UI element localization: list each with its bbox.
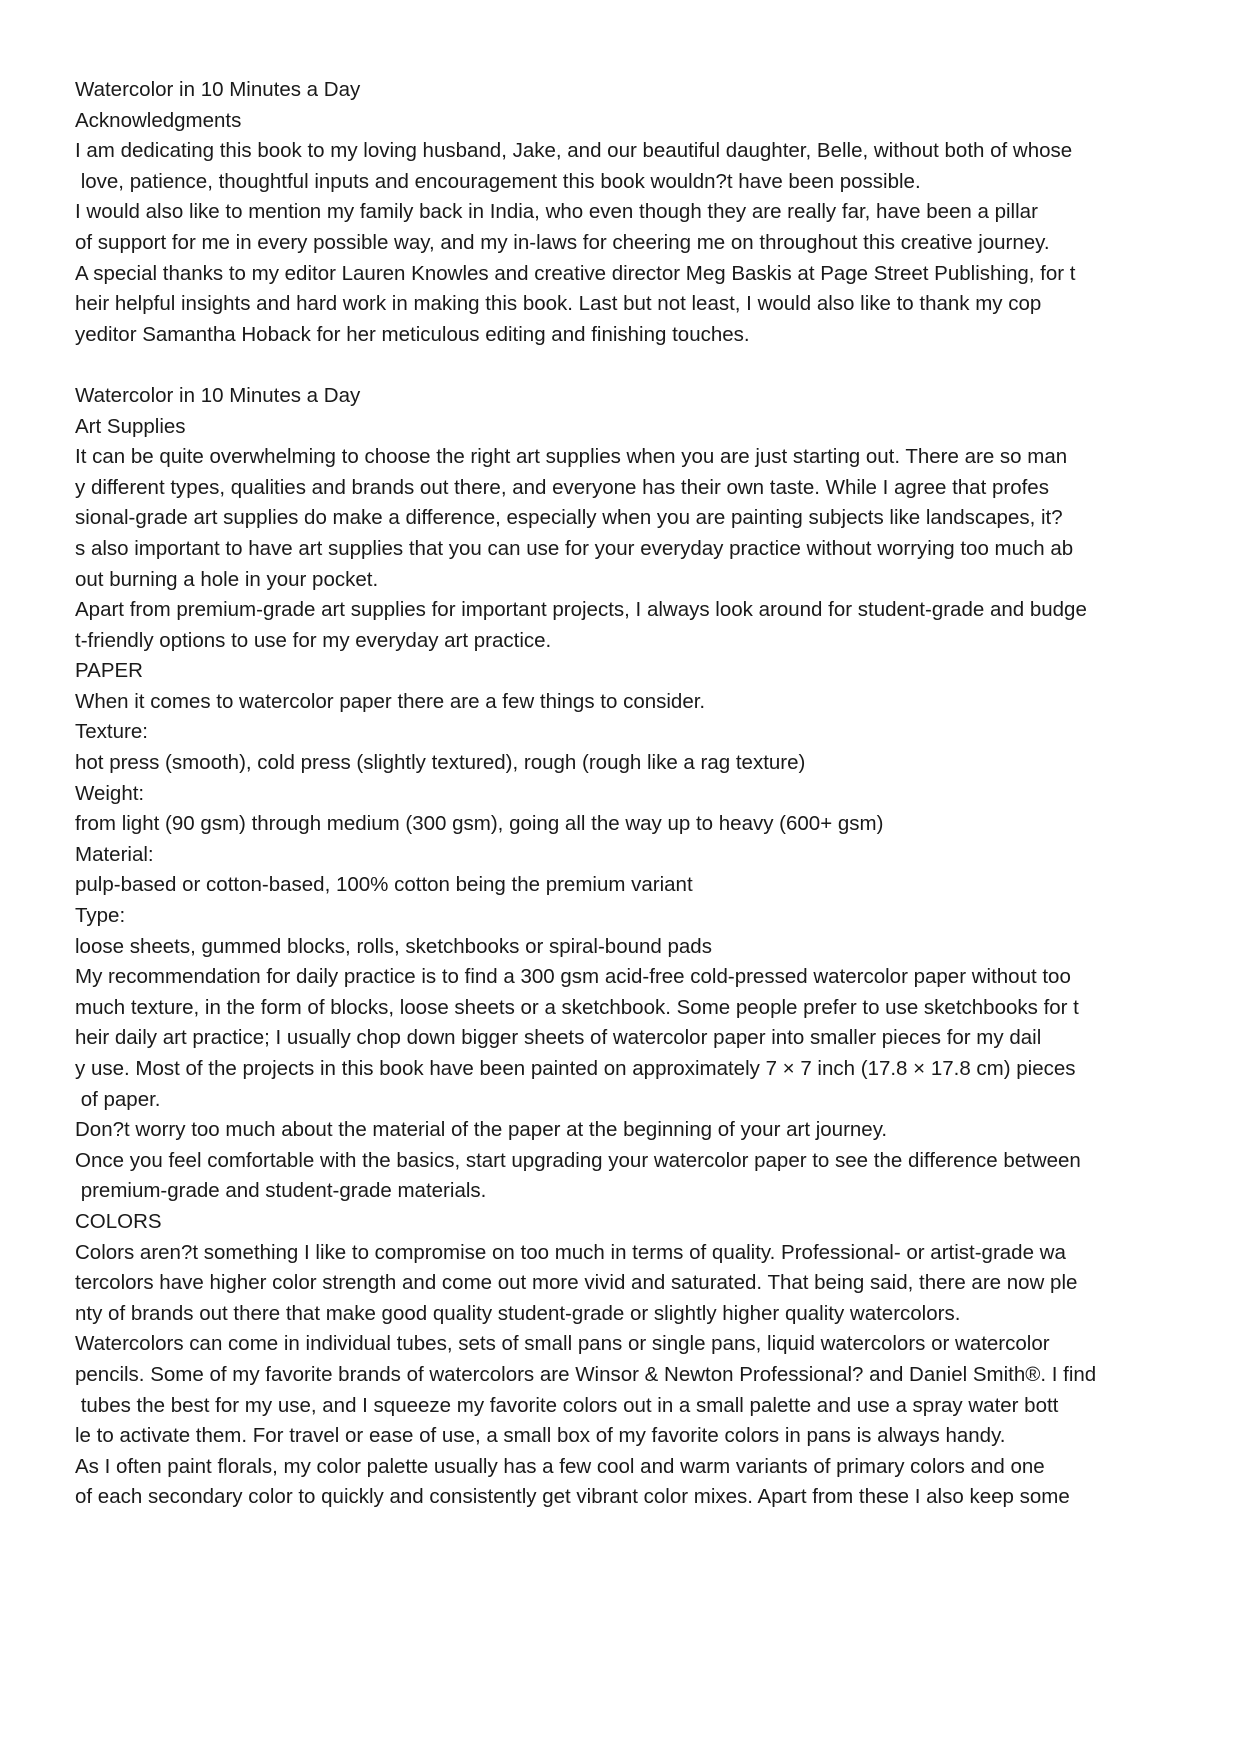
text-line: t-friendly options to use for my everyday art practice. xyxy=(75,628,552,652)
text-line: of paper. xyxy=(75,1087,161,1111)
text-line: Type: xyxy=(75,904,126,928)
text-line: pulp-based or cotton-based, 100% cotton being the premium variant xyxy=(75,873,693,897)
text-line: pencils. Some of my favorite brands of watercolors are Winsor & Newton Professional? and Daniel Smith®. I find xyxy=(75,1362,1097,1386)
text-line: nty of brands out there that make good quality student-grade or slightly higher quality watercolors. xyxy=(75,1301,961,1325)
text-line: of each secondary color to quickly and consistently get vibrant color mixes. Apart from these I also keep some xyxy=(75,1485,1070,1509)
text-line: love, patience, thoughtful inputs and encouragement this book wouldn?t have been possible. xyxy=(75,169,921,193)
text-line: s also important to have art supplies that you can use for your everyday practice without worrying too much ab xyxy=(75,536,1074,560)
text-line: PAPER xyxy=(75,659,143,683)
text-line: When it comes to watercolor paper there are a few things to consider. xyxy=(75,689,706,713)
text-line: heir helpful insights and hard work in making this book. Last but not least, I would also like to thank my cop xyxy=(75,292,1042,316)
text-line: loose sheets, gummed blocks, rolls, sketchbooks or spiral-bound pads xyxy=(75,934,712,958)
text-line: Watercolor in 10 Minutes a Day xyxy=(75,383,361,407)
text-line: from light (90 gsm) through medium (300 gsm), going all the way up to heavy (600+ gsm) xyxy=(75,812,884,836)
document-text xyxy=(75,75,1195,1513)
text-line: Watercolors can come in individual tubes, sets of small pans or single pans, liquid watercolors or watercolor xyxy=(75,1332,1050,1356)
text-line: premium-grade and student-grade materials. xyxy=(75,1179,487,1203)
text-line: Texture: xyxy=(75,720,148,744)
text-line: tubes the best for my use, and I squeeze my favorite colors out in a small palette and use a spray water bott xyxy=(75,1393,1059,1417)
text-line: much texture, in the form of blocks, loose sheets or a sketchbook. Some people prefer to use sketchbooks for t xyxy=(75,995,1079,1019)
text-line: Once you feel comfortable with the basics, start upgrading your watercolor paper to see the difference between xyxy=(75,1148,1081,1172)
text-line: hot press (smooth), cold press (slightly textured), rough (rough like a rag texture) xyxy=(75,751,806,775)
text-line: of support for me in every possible way, and my in-laws for cheering me on throughout this creative journey. xyxy=(75,230,1050,254)
text-line: As I often paint florals, my color palette usually has a few cool and warm variants of primary colors and one xyxy=(75,1454,1045,1478)
text-line: Apart from premium-grade art supplies for important projects, I always look around for student-grade and budge xyxy=(75,598,1087,622)
text-line: Weight: xyxy=(75,781,145,805)
text-line: Material: xyxy=(75,842,154,866)
text-line: y different types, qualities and brands out there, and everyone has their own taste. While I agree that profes xyxy=(75,475,1049,499)
text-line: Watercolor in 10 Minutes a Day xyxy=(75,78,361,101)
text-line: y use. Most of the projects in this book have been painted on approximately 7 × 7 inch (17.8 × 17.8 cm) pieces xyxy=(75,1057,1076,1080)
text-line: out burning a hole in your pocket. xyxy=(75,567,379,591)
text-line: le to activate them. For travel or ease of use, a small box of my favorite colors in pans is always handy. xyxy=(75,1424,1006,1448)
text-line: COLORS xyxy=(75,1209,162,1233)
text-line: My recommendation for daily practice is to find a 300 gsm acid-free cold-pressed watercolor paper without too xyxy=(75,965,1071,989)
text-line: heir daily art practice; I usually chop down bigger sheets of watercolor paper into smaller pieces for my dail xyxy=(75,1026,1042,1050)
text-line: It can be quite overwhelming to choose the right art supplies when you are just starting out. There are so man xyxy=(75,445,1068,469)
blank-line xyxy=(75,350,1195,381)
text-line: I am dedicating this book to my loving husband, Jake, and our beautiful daughter, Belle, without both of whose xyxy=(75,139,1073,163)
text-line: Acknowledgments xyxy=(75,108,242,132)
text-line: yeditor Samantha Hoback for her meticulous editing and finishing touches. xyxy=(75,322,750,346)
text-line: Colors aren?t something I like to compromise on too much in terms of quality. Professional- or artist-grade wa xyxy=(75,1240,1066,1264)
text-line: Don?t worry too much about the material of the paper at the beginning of your art journey. xyxy=(75,1118,888,1142)
text-line: I would also like to mention my family back in India, who even though they are really far, have been a pillar xyxy=(75,200,1038,224)
text-line: A special thanks to my editor Lauren Knowles and creative director Meg Baskis at Page Street Publishing, for t xyxy=(75,261,1076,285)
text-line: sional-grade art supplies do make a difference, especially when you are painting subjects like landscapes, it? xyxy=(75,506,1063,530)
text-line: tercolors have higher color strength and come out more vivid and saturated. That being said, there are now ple xyxy=(75,1271,1078,1295)
text-line: Art Supplies xyxy=(75,414,186,438)
